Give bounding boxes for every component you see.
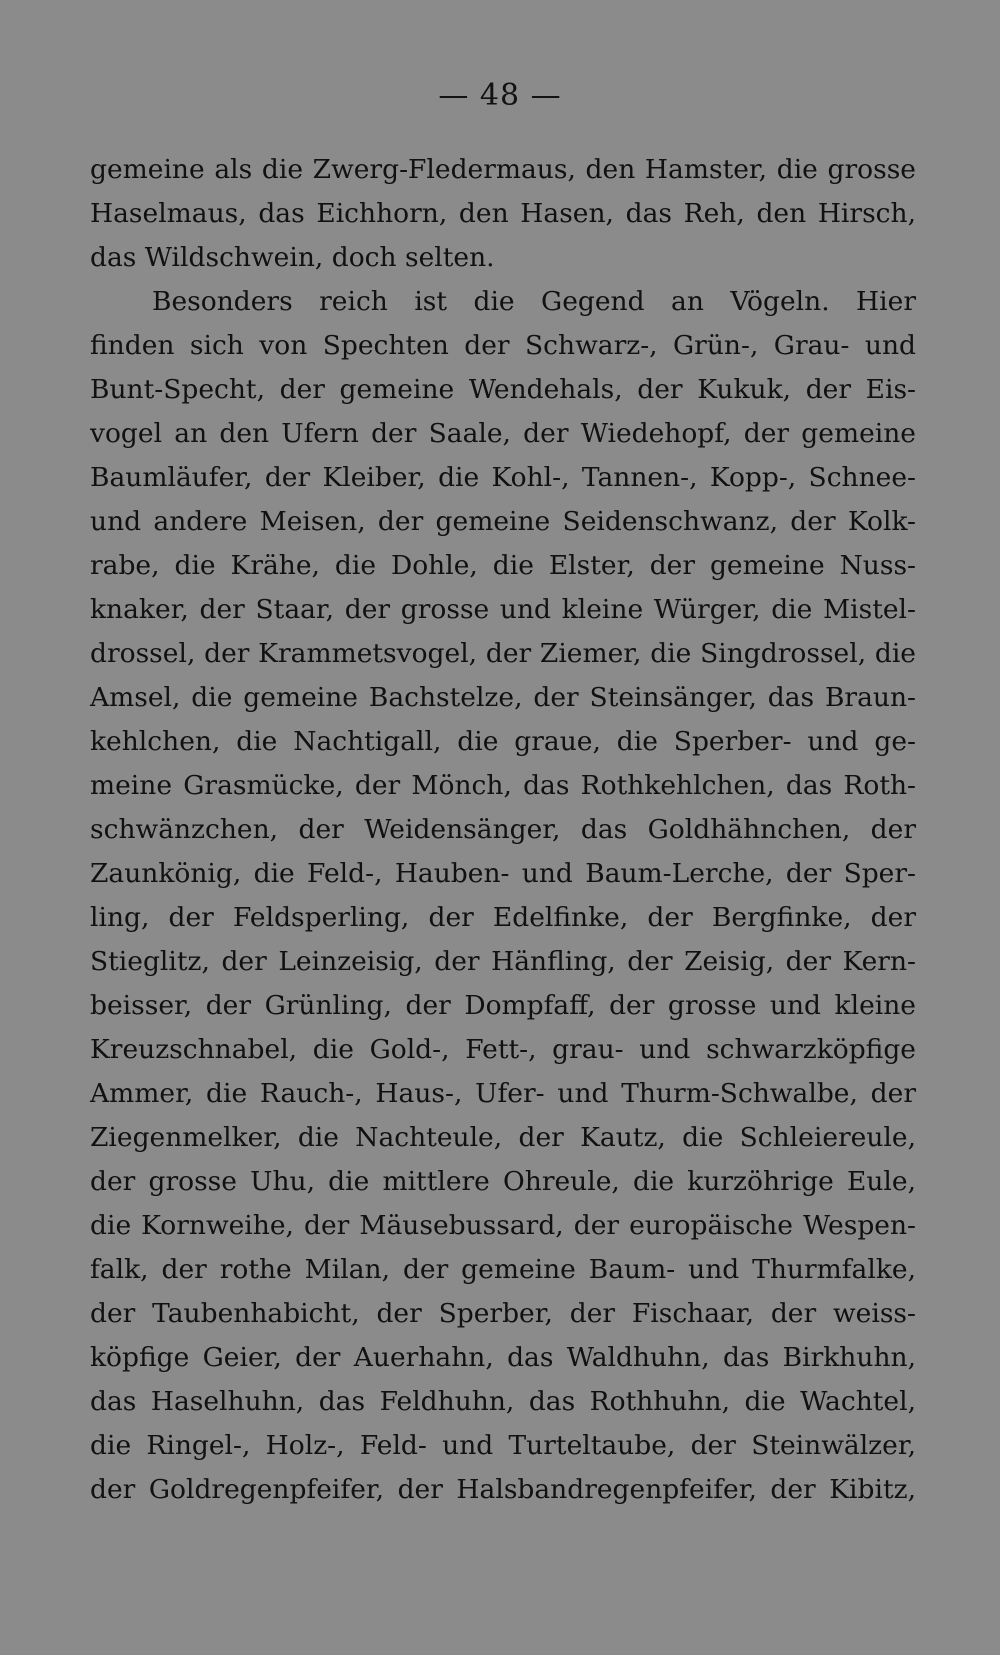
text-line: Ammer, die Rauch-, Haus-, Ufer- und Thurm-Schwalbe, der xyxy=(90,1078,916,1109)
text-line: der Goldregenpfeifer, der Halsbandregenpfeifer, der Kibitz, xyxy=(90,1474,916,1505)
text-line: falk, der rothe Milan, der gemeine Baum- und Thurmfalke, xyxy=(90,1254,916,1285)
text-line: Besonders reich ist die Gegend an Vögeln. Hier xyxy=(152,286,916,317)
text-line: der Taubenhabicht, der Sperber, der Fischaar, der weiss- xyxy=(90,1298,916,1329)
text-line: meine Grasmücke, der Mönch, das Rothkehlchen, das Roth- xyxy=(90,770,916,801)
text-line: vogel an den Ufern der Saale, der Wiedehopf, der gemeine xyxy=(90,418,916,449)
page-number: — 48 — xyxy=(438,78,562,113)
text-line: die Ringel-, Holz-, Feld- und Turteltaube, der Steinwälzer, xyxy=(90,1430,916,1461)
text-line: knaker, der Staar, der grosse und kleine Würger, die Mistel- xyxy=(90,594,916,625)
text-line: ling, der Feldsperling, der Edelfinke, der Bergfinke, der xyxy=(90,902,916,933)
text-line: schwänzchen, der Weidensänger, das Goldhähnchen, der xyxy=(90,814,916,845)
text-line: kehlchen, die Nachtigall, die graue, die Sperber- und ge- xyxy=(90,726,916,757)
text-line: Haselmaus, das Eichhorn, den Hasen, das Reh, den Hirsch, xyxy=(90,198,916,229)
text-line: rabe, die Krähe, die Dohle, die Elster, der gemeine Nuss- xyxy=(90,550,916,581)
text-line: die Kornweihe, der Mäusebussard, der europäische Wespen- xyxy=(90,1210,916,1241)
text-line: Zaunkönig, die Feld-, Hauben- und Baum-Lerche, der Sper- xyxy=(90,858,916,889)
text-line: gemeine als die Zwerg-Fledermaus, den Hamster, die grosse xyxy=(90,154,916,185)
text-line: finden sich von Spechten der Schwarz-, Grün-, Grau- und xyxy=(90,330,916,361)
text-line: köpfige Geier, der Auerhahn, das Waldhuhn, das Birkhuhn, xyxy=(90,1342,916,1373)
text-line: Ziegenmelker, die Nachteule, der Kautz, die Schleiereule, xyxy=(90,1122,916,1153)
text-line: das Haselhuhn, das Feldhuhn, das Rothhuhn, die Wachtel, xyxy=(90,1386,916,1417)
text-line: Baumläufer, der Kleiber, die Kohl-, Tannen-, Kopp-, Schnee- xyxy=(90,462,916,493)
text-line: drossel, der Krammetsvogel, der Ziemer, die Singdrossel, die xyxy=(90,638,916,669)
text-line: Stieglitz, der Leinzeisig, der Hänfling, der Zeisig, der Kern- xyxy=(90,946,916,977)
text-line: beisser, der Grünling, der Dompfaff, der grosse und kleine xyxy=(90,990,916,1021)
text-line: das Wildschwein, doch selten. xyxy=(90,242,495,273)
text-line: Amsel, die gemeine Bachstelze, der Steinsänger, das Braun- xyxy=(90,682,916,713)
text-line: der grosse Uhu, die mittlere Ohreule, die kurzöhrige Eule, xyxy=(90,1166,916,1197)
text-line: und andere Meisen, der gemeine Seidenschwanz, der Kolk- xyxy=(90,506,916,537)
body-text xyxy=(90,148,916,1512)
text-line: Kreuzschnabel, die Gold-, Fett-, grau- und schwarzköpfige xyxy=(90,1034,916,1065)
text-line: Bunt-Specht, der gemeine Wendehals, der Kukuk, der Eis- xyxy=(90,374,916,405)
